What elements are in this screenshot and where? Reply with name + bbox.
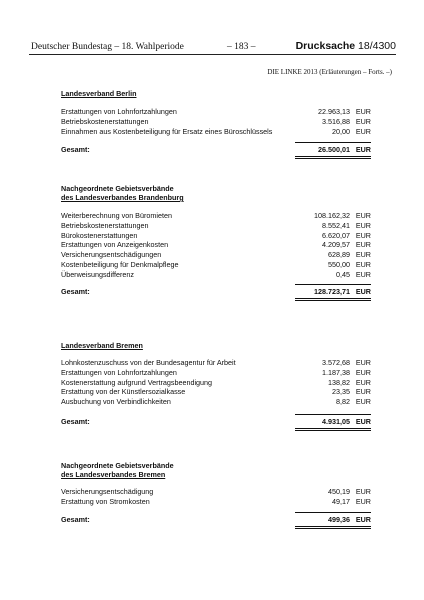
row-label: Betriebskostenerstattungen <box>61 116 149 126</box>
sum-rule <box>295 142 371 143</box>
table-row <box>61 107 371 117</box>
table-row <box>61 211 371 221</box>
table-row <box>61 250 371 260</box>
section-title: Nachgeordnete Gebietsverbände <box>61 461 174 470</box>
drucksache-number: 18/4300 <box>358 40 396 52</box>
row-currency: EUR <box>355 230 371 240</box>
table-row <box>61 240 371 250</box>
total-label: Gesamt: <box>61 286 90 296</box>
row-amount: 22.963,13 <box>318 107 350 116</box>
total-row <box>61 514 371 526</box>
total-amount: 128.723,71 <box>314 286 350 296</box>
row-label: Überweisungsdifferenz <box>61 269 134 279</box>
drucksache-label <box>296 40 396 52</box>
row-currency: EUR <box>355 250 371 260</box>
total-double-rule <box>295 428 371 431</box>
total-double-rule <box>295 526 371 529</box>
row-label: Erstattungen von Lohnfortzahlungen <box>61 367 177 377</box>
total-label: Gesamt: <box>61 145 90 155</box>
table-row <box>61 387 371 397</box>
table-row <box>61 270 371 280</box>
row-label: Erstattungen von Anzeigenkosten <box>61 240 169 250</box>
table-row <box>61 231 371 241</box>
total-currency: EUR <box>355 514 371 524</box>
total-row <box>61 286 371 298</box>
table-row <box>61 117 371 127</box>
total-row <box>61 144 371 156</box>
table-row <box>61 221 371 231</box>
table-row <box>61 497 371 507</box>
total-row <box>61 416 371 428</box>
table-row <box>61 397 371 407</box>
sum-rule <box>295 284 371 285</box>
drucksache-text: Drucksache <box>295 40 356 52</box>
row-currency: EUR <box>355 487 371 496</box>
row-amount: 3.516,88 <box>322 116 350 126</box>
row-amount: 4.209,57 <box>322 240 350 250</box>
row-amount: 0,45 <box>336 269 350 279</box>
total-amount: 4.931,05 <box>322 416 350 426</box>
row-currency: EUR <box>355 259 371 269</box>
row-currency: EUR <box>355 387 371 397</box>
total-currency: EUR <box>355 145 371 155</box>
total-amount: 499,36 <box>328 514 350 524</box>
section-bremen <box>61 341 371 432</box>
row-label: Weiterberechnung von Büromieten <box>61 211 172 220</box>
header-publication: Deutscher Bundestag – 18. Wahlperiode <box>31 42 184 52</box>
row-label: Lohnkostenzuschuss von der Bundesagentur für Arbeit <box>61 358 236 367</box>
row-currency: EUR <box>355 116 371 126</box>
total-double-rule <box>295 156 371 159</box>
row-amount: 6.620,07 <box>322 230 350 240</box>
row-label: Erstattungen von Lohnfortzahlungen <box>61 107 177 116</box>
total-label: Gesamt: <box>61 514 90 524</box>
row-amount: 138,82 <box>328 377 350 387</box>
row-label: Einnahmen aus Kostenbeteiligung für Ersatz eines Büroschlüssels <box>61 126 273 136</box>
total-currency: EUR <box>355 416 371 426</box>
row-amount: 450,19 <box>328 487 350 496</box>
row-amount: 550,00 <box>328 259 350 269</box>
row-label: Erstattung von der Künstlersozialkasse <box>61 387 186 397</box>
section-brandenburg-subdivisions <box>61 184 371 302</box>
table-row <box>61 487 371 497</box>
total-currency: EUR <box>355 286 371 296</box>
row-amount: 20,00 <box>332 126 350 136</box>
row-currency: EUR <box>355 269 371 279</box>
row-amount: 628,89 <box>328 250 350 260</box>
table-row <box>61 127 371 137</box>
section-title: Landesverband Berlin <box>61 89 137 98</box>
section-subtitle: des Landesverbandes Bremen <box>61 470 166 479</box>
row-amount: 3.572,68 <box>322 358 350 367</box>
row-label: Bürokostenerstattungen <box>61 230 138 240</box>
row-amount: 49,17 <box>332 496 350 506</box>
section-bremen-subdivisions <box>61 461 371 530</box>
row-currency: EUR <box>355 126 371 136</box>
row-amount: 23,35 <box>332 387 350 397</box>
row-currency: EUR <box>355 397 371 407</box>
page-header <box>29 40 396 55</box>
table-row <box>61 368 371 378</box>
row-label: Ausbuchung von Verbindlichkeiten <box>61 397 171 407</box>
row-currency: EUR <box>355 211 371 220</box>
section-subtitle: des Landesverbandes Brandenburg <box>61 193 184 202</box>
section-title: Landesverband Bremen <box>61 341 143 350</box>
row-amount: 1.187,38 <box>322 367 350 377</box>
total-double-rule <box>295 298 371 301</box>
row-amount: 108.162,32 <box>314 211 350 220</box>
row-currency: EUR <box>355 377 371 387</box>
row-currency: EUR <box>355 367 371 377</box>
table-row <box>61 378 371 388</box>
total-amount: 26.500,01 <box>318 145 350 155</box>
section-title: Nachgeordnete Gebietsverbände <box>61 184 174 193</box>
section-berlin <box>61 89 371 160</box>
total-label: Gesamt: <box>61 416 90 426</box>
row-label: Erstattung von Stromkosten <box>61 496 150 506</box>
row-label: Versicherungsentschädigung <box>61 487 154 496</box>
sum-rule <box>295 414 371 415</box>
row-currency: EUR <box>355 240 371 250</box>
row-currency: EUR <box>355 220 371 230</box>
row-label: Betriebskostenerstattungen <box>61 220 149 230</box>
row-label: Kostenbeteiligung für Denkmalpflege <box>61 259 179 269</box>
page-number: – 183 – <box>227 42 256 52</box>
row-label: Versicherungsentschädigungen <box>61 250 162 260</box>
row-currency: EUR <box>355 496 371 506</box>
row-label: Kostenerstattung aufgrund Vertragsbeendigung <box>61 377 213 387</box>
row-currency: EUR <box>355 107 371 116</box>
row-amount: 8,82 <box>336 397 350 407</box>
section-subheader: DIE LINKE 2013 (Erläuterungen – Forts. –) <box>267 68 392 76</box>
table-row <box>61 358 371 368</box>
table-row <box>61 260 371 270</box>
row-amount: 8.552,41 <box>322 220 350 230</box>
sum-rule <box>295 512 371 513</box>
row-currency: EUR <box>355 358 371 367</box>
